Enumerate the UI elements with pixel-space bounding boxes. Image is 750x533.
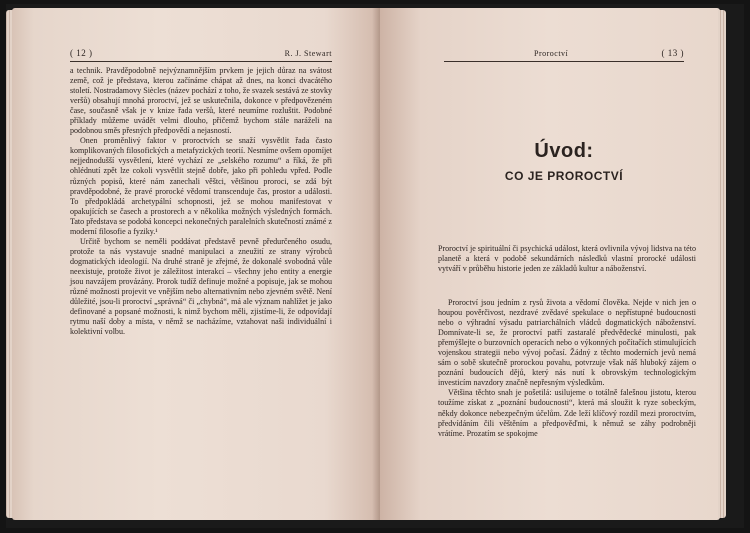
chapter-subtitle: CO JE PROROCTVÍ — [504, 169, 624, 183]
intro-text: Proroctví je spirituální či psychická událost, která ovlivnila vývoj lidstva na této planetě a která v podobě sekundárních následků vlastní prorocké události vytváří v průběhu historie jeden ze základů kultur a náboženství. — [438, 244, 696, 274]
left-header-rule — [70, 61, 332, 62]
right-header-rule — [444, 61, 684, 62]
left-paragraph-2: Onen proměnlivý faktor v proroctvích se snaží vysvětlit řada často komplikovaných filosofických a metafyzických teorií. Nesmíme ovšem opomíjet nejjednodušší vysvětlení, které vychází ze „selského rozumu“ a říká, že při ohlédnutí zpět lze cokoli vysvětlit stejně dobře, jako při pohledu vpřed. Podle různých popisů, které nám zanechali věštci, většinou proroci, se zdá být pravděpodobné, že pravé prorocké vědomí transcenduje čas, prostor a události. To předpokládá archetypální schopnosti, jež se mohou manifestovat v opakujících se časech a prostorech a v několika možných výsledných formách. Tato představa se podobá koncepci nekonečných paralelních skutečností známé z moderní filosofie a fyziky.¹ — [70, 136, 332, 236]
left-running-title: R. J. Stewart — [284, 49, 332, 58]
right-paragraph-2: Většina těchto snah je pošetilá: usilujeme o totálně falešnou jistotu, kterou toužíme získat z „poznání budoucnosti“, která má sloužit k ryze sobeckým, někdy dokonce nebezpečným účelům. Zde leží klíčový rozdíl mezi proroctvím, předvídáním čili věštěním a předpověďmi, k němuž se záhy podrobněji vrátíme. Prozatím se spokojme — [438, 388, 696, 438]
left-body-text — [70, 66, 332, 337]
right-paragraph-1: Proroctví jsou jedním z rysů života a vědomí člověka. Nejde v nich jen o houpou pověrčivost, nezdravé zvědavé spekulace o nepřístupné budoucnosti nebo o výhradní výsadu patriarchálních vládců dogmatických náboženství. Domnívate-li se, že proroctví patří zastaralé předvědecké minulosti, pak přemýšlejte o burzovních operacích nebo o výkonných počítačích stimulujících vojenskou strategii nebo vývoj počasí. Žádný z těchto moderních jevů nemá sám o sobě skutečně prorockou povahu, potvrzuje však náš hluboký zájem o poznání budoucích dějů, který nás nutí k obrovským technologickým investicím navzdory značně nepřesným výsledkům. — [438, 298, 696, 388]
right-body-text — [438, 298, 696, 439]
right-page — [380, 8, 720, 520]
left-paragraph-1: a technik. Pravděpodobně nejvýznamnějším prvkem je jejich důraz na svátost země, což je představa, kterou začínáme chápat až dnes, na konci dvacátého století. Nostradamovy Siècles (název pochází z toho, že svazek sestává ze stovky veršů) obsahují mnohá proroctví, jež se uskutečnila, dokonce v předpovězeném čase, současně však je v knize řada veršů, které neumíme rozluštit. Podobné příklady můžeme uvádět velmi dlouho, přičemž bychom stále naráželi na podobnou směs přesných předpovědí a nejasností. — [70, 66, 332, 136]
left-running-head — [70, 48, 332, 58]
left-paragraph-3: Určitě bychom se neměli poddávat představě pevně předurčeného osudu, protože ta nás vystavuje snadné manipulaci a zneužití ze strany výrobců dogmatických ideologií. Na druhé straně je zřejmé, že dokonalé svobodná vůle neexistuje, protože život je záležitost interakcí – všechny jeho entity a energie jsou navzájem provázány. Prorok tudíž definuje možné a popisuje, jak se mohou různé možnosti projevit ve vnějším nebo alternativním nebo zjevném světě. Není důležité, jsou-li proroctví „správná“ či „chybná“, má ale význam nahlížet je jako definované a popsané možnosti, k nimž bychom měli, zjistíme-li, že odpovídají rytmu naší doby a místa, v němž se nacházíme, vztahovat naši individuální i kolektivní volbu. — [70, 236, 332, 337]
right-page-edges — [718, 10, 726, 518]
intro-paragraph — [438, 244, 696, 274]
left-page — [12, 8, 380, 520]
chapter-title: Úvod: — [534, 140, 594, 162]
left-page-number: ( 12 ) — [70, 48, 93, 58]
right-running-head — [444, 48, 684, 58]
right-running-title: Proroctví — [534, 49, 569, 58]
right-page-number: ( 13 ) — [661, 48, 684, 58]
